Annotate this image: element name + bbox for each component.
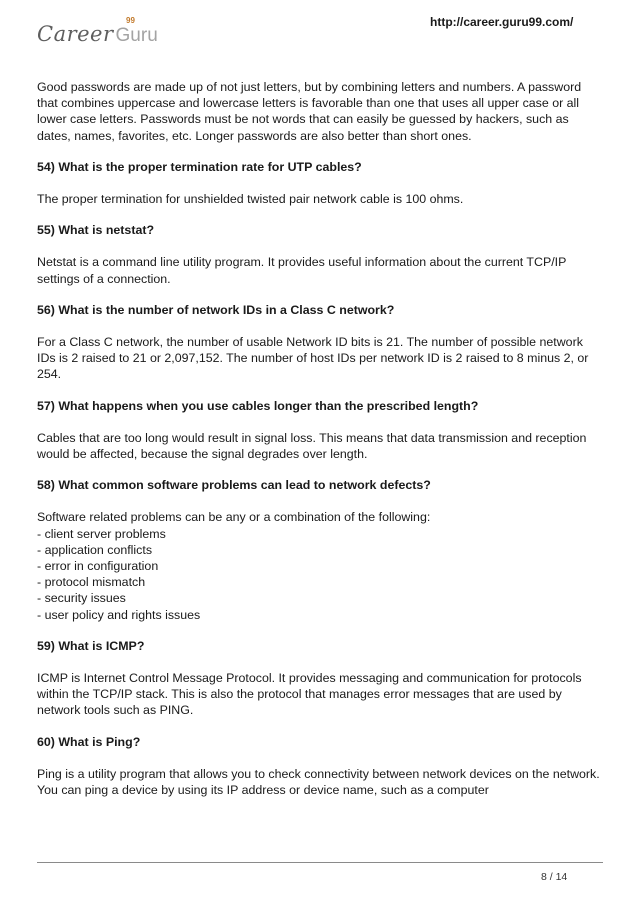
list-item: - client server problems <box>37 526 166 541</box>
question-56: 56) What is the number of network IDs in a Class C network? <box>37 302 395 317</box>
list-item: - error in configuration <box>37 559 159 574</box>
answer-54: The proper termination for unshielded twisted pair network cable is 100 ohms. <box>37 192 464 207</box>
document-body <box>37 79 603 798</box>
logo-superscript: 99 <box>126 16 135 25</box>
header-url[interactable]: http://career.guru99.com/ <box>430 15 574 29</box>
answer-57: Cables that are too long would result in signal loss. This means that data transmission and reception would be affected, because the signal degrades over length. <box>37 430 587 462</box>
page-number: 8 / 14 <box>541 871 568 883</box>
list-item: - user policy and rights issues <box>37 607 201 622</box>
list-item: - application conflicts <box>37 542 153 557</box>
list-item: - protocol mismatch <box>37 575 146 590</box>
question-59: 59) What is ICMP? <box>37 638 145 653</box>
question-57: 57) What happens when you use cables longer than the prescribed length? <box>37 398 479 413</box>
logo-guru-text: Guru <box>115 25 158 46</box>
intro-paragraph: Good passwords are made up of not just letters, but by combining letters and numbers. A password that combines uppercase and lowercase letters is favorable than one that uses all upper case or all lower case letters. Passwords must be not words that can easily be guessed by hackers, such as dates, names, favorites, etc. Longer passwords are also better than short ones. <box>37 80 582 143</box>
footer-divider <box>37 862 603 863</box>
answer-56: For a Class C network, the number of usable Network ID bits is 21. The number of possible network IDs is 2 raised to 21 or 2,097,152. The number of host IDs per network ID is 2 raised to 8 minus 2, or 254. <box>37 335 589 382</box>
careerguru-logo <box>37 16 158 52</box>
question-60: 60) What is Ping? <box>37 734 141 749</box>
question-58: 58) What common software problems can lead to network defects? <box>37 478 431 493</box>
answer-58: Software related problems can be any or a combination of the following: <box>37 510 431 525</box>
list-item: - security issues <box>37 591 126 606</box>
answer-55: Netstat is a command line utility program. It provides useful information about the current TCP/IP settings of a connection. <box>37 255 567 286</box>
question-55: 55) What is netstat? <box>37 223 155 238</box>
answer-60: Ping is a utility program that allows you to check connectivity between network devices on the network. You can ping a device by using its IP address or device name, such as a computer <box>37 766 600 798</box>
question-54: 54) What is the proper termination rate for UTP cables? <box>37 159 362 174</box>
logo-career-text: Career <box>37 22 114 46</box>
answer-59: ICMP is Internet Control Message Protocol. It provides messaging and communication for protocols within the TCP/IP stack. This is also the protocol that manages error messages that are used by network tools such as PING. <box>37 671 582 718</box>
